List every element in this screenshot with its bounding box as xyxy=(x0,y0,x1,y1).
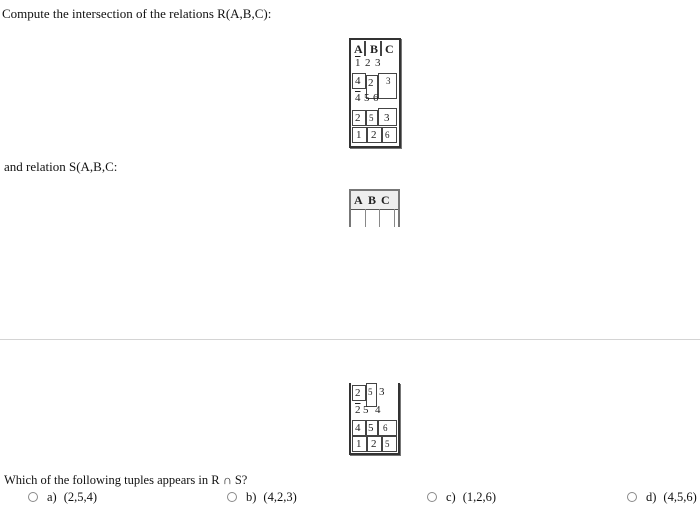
relation-s-header-b: B xyxy=(368,193,377,207)
relation-r-cell: 4 xyxy=(355,75,361,87)
option-b-radio[interactable] xyxy=(227,492,237,502)
option-d[interactable] xyxy=(627,489,697,505)
relation-r-header-a: A xyxy=(354,42,363,56)
relation-s-header-a: A xyxy=(354,193,363,207)
question-intro: Compute the intersection of the relations R(A,B,C): xyxy=(2,6,272,21)
result-relation-cell: 4 xyxy=(355,422,361,434)
relation-r-cell: 2 xyxy=(355,112,361,124)
option-d-value: (4,5,6) xyxy=(663,489,697,504)
result-relation-cell: 2 xyxy=(355,404,361,416)
question-text: Which of the following tuples appears in R ∩ S? xyxy=(4,473,248,487)
relation-r-cell: 3 xyxy=(386,76,391,86)
relation-s-col-divider xyxy=(365,209,366,227)
relation-s-col-divider xyxy=(379,209,380,227)
option-c-radio[interactable] xyxy=(427,492,437,502)
relation-r-header-divider xyxy=(364,41,366,56)
relation-r-table xyxy=(349,38,401,148)
result-relation-cell: 5 xyxy=(368,422,374,434)
result-relation-cell: 4 xyxy=(375,404,381,416)
relation-r-cell: 4 xyxy=(355,92,361,104)
relation-r-cell: 6 xyxy=(373,92,379,104)
option-c-letter: c) xyxy=(446,489,456,504)
relation-r-cell: 3 xyxy=(384,112,390,124)
option-c-value: (1,2,6) xyxy=(462,489,497,504)
option-c[interactable] xyxy=(427,489,496,505)
result-relation-cell: 5 xyxy=(368,387,373,397)
result-relation-table xyxy=(349,383,400,455)
relation-s-col-divider xyxy=(394,209,395,227)
option-d-radio[interactable] xyxy=(627,492,637,502)
relation-r-cell: 5 xyxy=(369,113,374,123)
relation-r-header-b: B xyxy=(370,42,379,56)
result-relation-cell: 5 xyxy=(385,439,390,449)
relation-r-header-c: C xyxy=(385,42,394,56)
result-relation-cell: 2 xyxy=(371,438,377,450)
result-relation-cell: 5 xyxy=(363,404,369,416)
result-relation-cell: 6 xyxy=(383,423,388,433)
option-a-radio[interactable] xyxy=(28,492,38,502)
relation-r-cell: 3 xyxy=(375,57,381,69)
relation-r-cell: 5 xyxy=(364,92,370,104)
relation-r-cell: 1 xyxy=(355,57,361,69)
result-relation-cell: 2 xyxy=(355,387,361,399)
relation-s-label: and relation S(A,B,C: xyxy=(4,159,118,174)
relation-r-cell: 2 xyxy=(368,77,374,89)
relation-s-header-c: C xyxy=(381,193,390,207)
option-a[interactable] xyxy=(28,489,97,505)
relation-r-header-divider xyxy=(380,41,382,56)
option-a-letter: a) xyxy=(47,489,57,504)
option-b-letter: b) xyxy=(246,489,257,504)
relation-r-cell: 1 xyxy=(356,129,362,141)
relation-r-cell: 6 xyxy=(385,130,390,140)
relation-r-cell: 2 xyxy=(365,57,371,69)
relation-s-table xyxy=(349,189,400,227)
option-a-value: (2,5,4) xyxy=(63,489,98,504)
result-relation-cell: 3 xyxy=(379,386,385,398)
relation-r-cell: 2 xyxy=(371,129,377,141)
option-d-letter: d) xyxy=(646,489,657,504)
result-relation-cell: 1 xyxy=(356,438,362,450)
section-divider xyxy=(0,339,700,340)
option-b-value: (4,2,3) xyxy=(263,489,297,504)
option-b[interactable] xyxy=(227,489,297,505)
